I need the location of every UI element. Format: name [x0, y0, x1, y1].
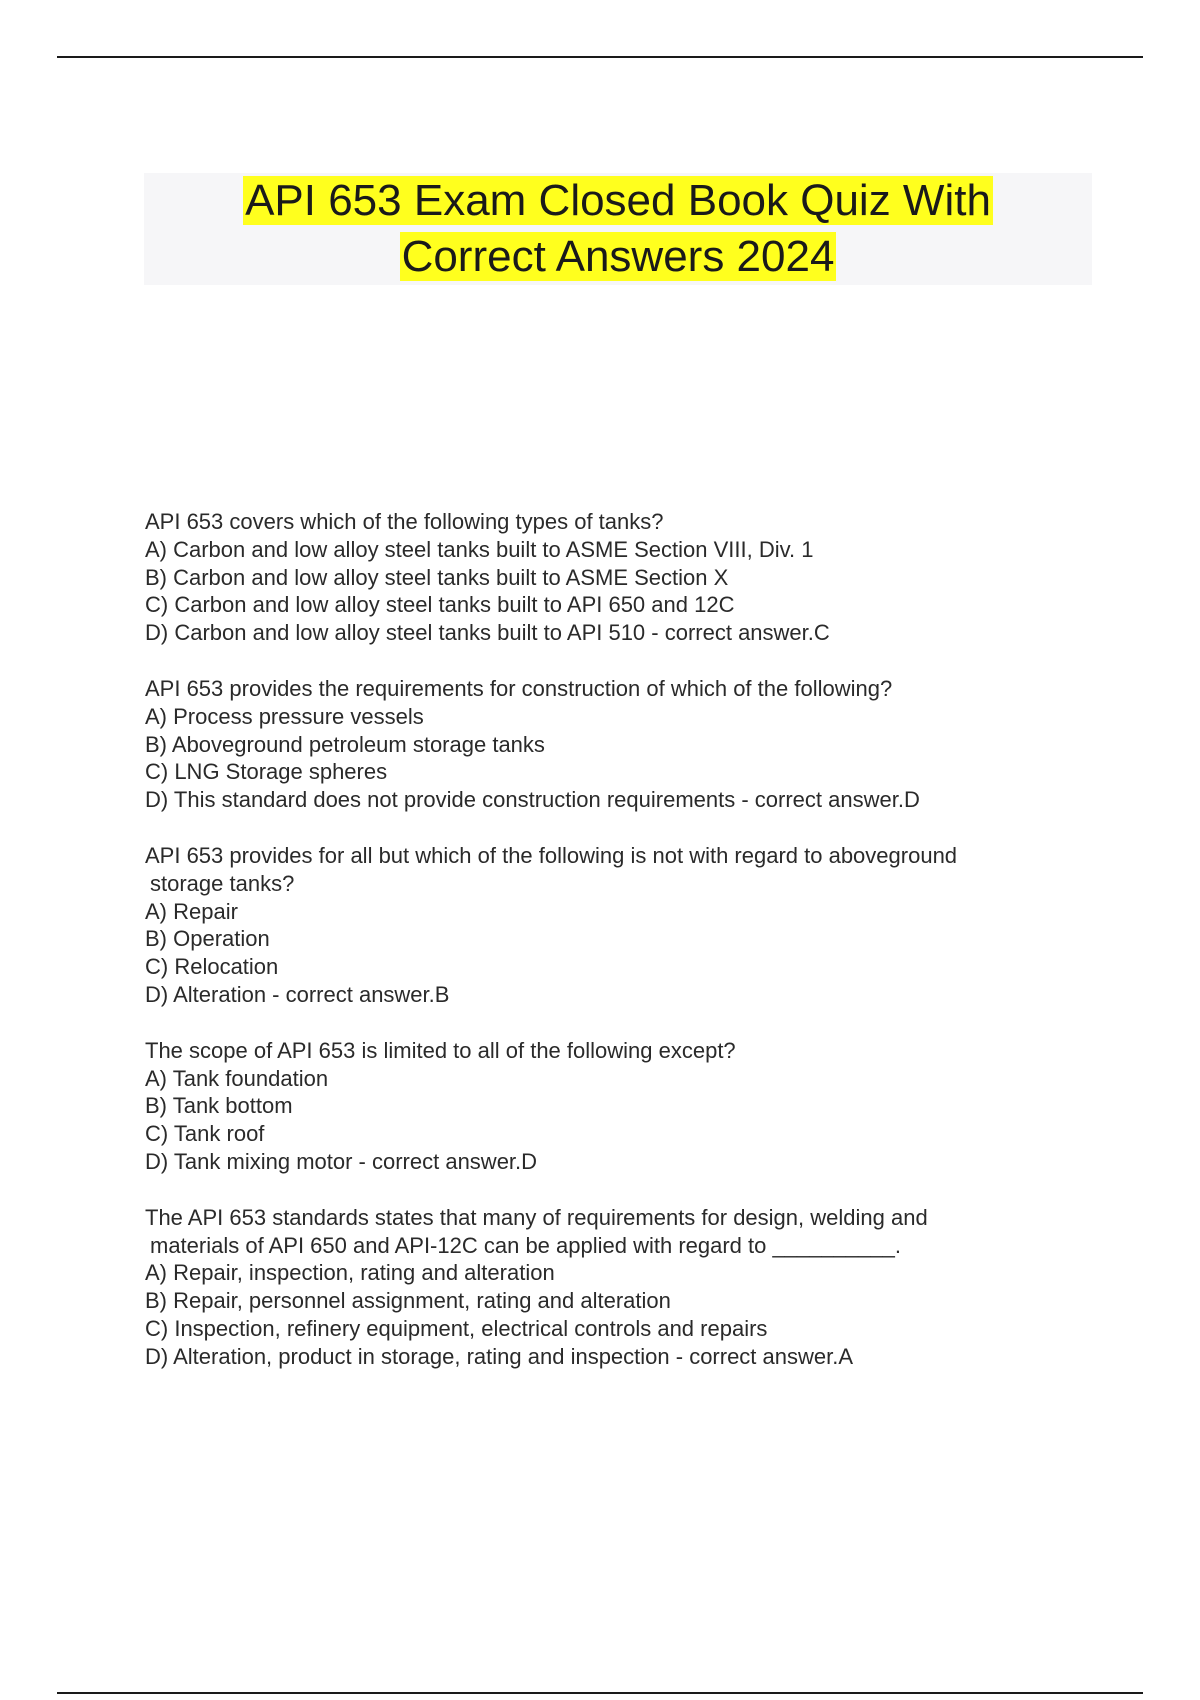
answer-option: D) Alteration - correct answer.B [145, 981, 450, 1007]
answer-option: A) Process pressure vessels [145, 703, 424, 729]
answer-option: C) Relocation [145, 954, 279, 980]
answer-option: B) Operation [145, 926, 270, 952]
question-3 [145, 842, 1075, 1009]
question-stem: API 653 provides the requirements for construction of which of the following? [145, 675, 893, 701]
question-stem-continued: materials of API 650 and API-12C can be applied with regard to __________. [150, 1232, 901, 1258]
question-5 [145, 1204, 1075, 1371]
answer-option: B) Tank bottom [145, 1093, 293, 1119]
answer-option: C) Inspection, refinery equipment, electrical controls and repairs [145, 1315, 768, 1341]
question-stem-continued: storage tanks? [150, 870, 295, 896]
footer-rule [57, 1692, 1143, 1694]
answer-option: A) Repair [145, 898, 238, 924]
answer-option: C) Tank roof [145, 1121, 265, 1147]
answer-option: A) Carbon and low alloy steel tanks built to ASME Section VIII, Div. 1 [145, 536, 814, 562]
title-line-1: API 653 Exam Closed Book Quiz With [245, 176, 991, 225]
title-line-2: Correct Answers 2024 [401, 232, 835, 281]
header-rule [57, 56, 1143, 58]
answer-option: B) Aboveground petroleum storage tanks [145, 731, 545, 757]
question-4 [145, 1037, 1075, 1176]
question-stem: API 653 covers which of the following types of tanks? [145, 509, 664, 534]
answer-option: D) Alteration, product in storage, rating and inspection - correct answer.A [145, 1343, 854, 1369]
answer-option: B) Carbon and low alloy steel tanks built to ASME Section X [145, 564, 729, 590]
answer-option: C) Carbon and low alloy steel tanks built to API 650 and 12C [145, 592, 735, 618]
question-2 [145, 675, 1075, 814]
answer-option: B) Repair, personnel assignment, rating and alteration [145, 1288, 671, 1314]
answer-option: D) Carbon and low alloy steel tanks built to API 510 - correct answer.C [145, 620, 830, 646]
answer-option: A) Repair, inspection, rating and alteration [145, 1260, 555, 1286]
answer-option: D) This standard does not provide construction requirements - correct answer.D [145, 787, 920, 813]
answer-option: A) Tank foundation [145, 1065, 329, 1091]
answer-option: D) Tank mixing motor - correct answer.D [145, 1148, 538, 1174]
question-stem: The API 653 standards states that many of requirements for design, welding and [145, 1204, 928, 1230]
question-list [145, 508, 1075, 1399]
answer-option: C) LNG Storage spheres [145, 759, 388, 785]
question-stem: The scope of API 653 is limited to all of the following except? [145, 1037, 736, 1063]
question-stem: API 653 provides for all but which of the following is not with regard to aboveground [145, 842, 958, 868]
question-1 [145, 508, 1075, 647]
document-title [144, 173, 1092, 285]
